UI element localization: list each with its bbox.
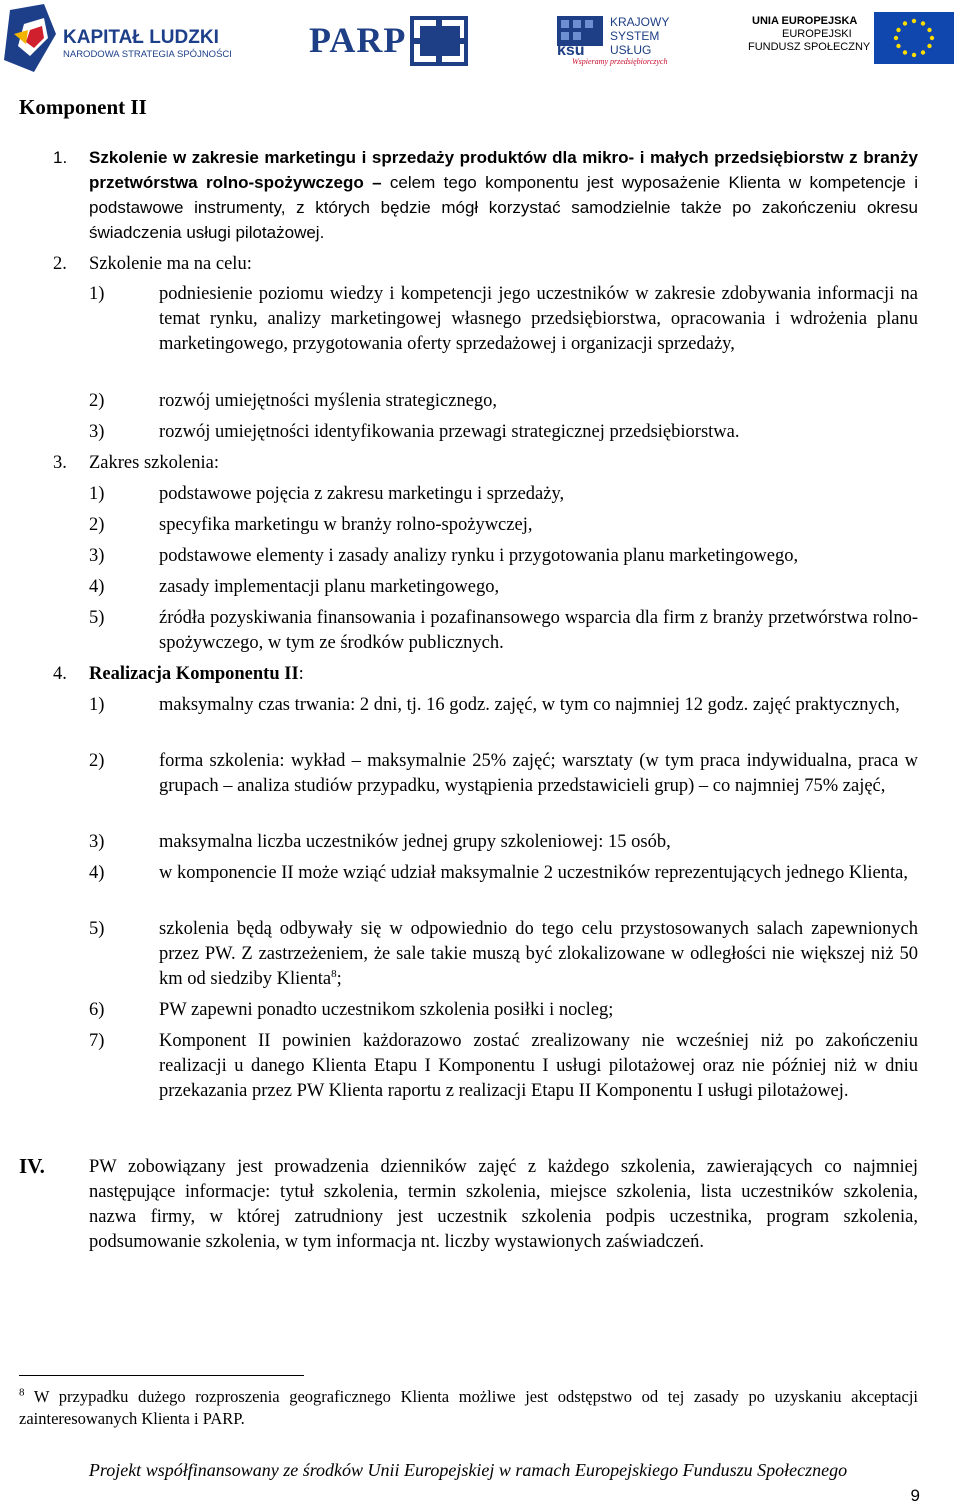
item-3-3-number: 3): [89, 546, 105, 566]
item-4-1-number: 1): [89, 695, 105, 715]
item-4-4-text: w komponencie II może wziąć udział maksymalnie 2 uczestników reprezentujących jednego Klienta,: [159, 863, 908, 883]
item-3-2-text: specyfika marketingu w branży rolno-spożywczej,: [159, 515, 533, 535]
item-2-2-text: rozwój umiejętności myślenia strategicznego,: [159, 391, 498, 411]
ksu-tagline: Wspieramy przedsiębiorczych: [572, 57, 668, 66]
item-3-text: Zakres szkolenia:: [89, 453, 219, 473]
parp-logo-text: PARP: [309, 20, 407, 60]
section-iv-number: IV.: [19, 1154, 45, 1178]
item-2-text: Szkolenie ma na celu:: [89, 254, 252, 274]
item-2-1-text: podniesienie poziomu wiedzy i kompetencji jego uczestników w zakresie zdobywania informacji na temat rynku, analizy marketingowej własnego przedsiębiorstwa, opracowania i wdrożenia planu marketingowego, przygotowania oferty sprzedażowej i organizacji sprzedaży,: [159, 284, 918, 354]
item-4-colon: :: [298, 664, 304, 684]
item-4-2-text: forma szkolenia: wykład – maksymalnie 25% zajęć; warsztaty (w tym praca indywidualna, praca w grupach – analiza studiów przypadku, wystąpienia przedstawicieli grup) – co najmniej 75% zajęć,: [159, 751, 918, 796]
eu-line3: FUNDUSZ SPOŁECZNY: [748, 41, 871, 53]
eu-line2: EUROPEJSKI: [782, 28, 852, 40]
section-title: Komponent II: [19, 95, 147, 119]
item-2-3-number: 3): [89, 422, 105, 442]
item-3-4-number: 4): [89, 577, 105, 597]
item-4-5-text: [159, 917, 918, 992]
item-1-rest: celem tego komponentu jest wyposażenie Klienta w kompetencje i podstawowe instrumenty, z których będzie mógł korzystać samodzielnie także po zakończeniu okresu świadczenia usługi pilotażowej.: [89, 173, 919, 242]
footnote-mark: 8: [19, 1386, 25, 1399]
parp-logo-icon: [410, 16, 468, 66]
item-1-number: 1.: [53, 148, 68, 167]
item-1-paragraph: [89, 145, 918, 245]
item-4-bold: Realizacja Komponentu II: [89, 664, 299, 684]
eu-line1: UNIA EUROPEJSKA: [752, 15, 858, 27]
footnote-separator: [19, 1375, 304, 1376]
item-3-5-text: źródła pozyskiwania finansowania i pozafinansowego wsparcia dla firm z branży przetwórstwa rolno-spożywczego, w tym ze środków publicznych.: [159, 608, 918, 653]
item-3-1-text: podstawowe pojęcia z zakresu marketingu i sprzedaży,: [159, 484, 565, 504]
item-2-2-number: 2): [89, 391, 105, 411]
item-4-7-text: Komponent II powinien każdorazowo zostać zrealizowany nie wcześniej niż po zakończeniu realizacji u danego Klienta Etapu I Komponentu I usługi pilotażowej oraz nie później niż w dniu przekazania przez PW Klienta raportu z realizacji Etapu II Komponentu I usługi pilotażowej.: [159, 1031, 918, 1101]
item-3-2-number: 2): [89, 515, 105, 535]
ksu-line1: KRAJOWY: [610, 15, 670, 29]
item-4-3-text: maksymalna liczba uczestników jednej grupy szkoleniowej: 15 osób,: [159, 832, 671, 852]
item-2-1-number: 1): [89, 284, 105, 304]
item-4-6-number: 6): [89, 1000, 105, 1020]
item-3-4-text: zasady implementacji planu marketingowego,: [159, 577, 500, 597]
footnote-ref[interactable]: 8: [331, 967, 337, 980]
item-4-6-text: PW zapewni ponadto uczestnikom szkolenia posiłki i nocleg;: [159, 1000, 614, 1020]
item-2-3-text: rozwój umiejętności identyfikowania przewagi strategicznej przedsiębiorstwa.: [159, 422, 740, 442]
item-4-3-number: 3): [89, 832, 105, 852]
ksu-abbr: ksu: [557, 42, 585, 59]
item-4-1-text: maksymalny czas trwania: 2 dni, tj. 16 godz. zajęć, w tym co najmniej 12 godz. zajęć praktycznych,: [159, 695, 900, 715]
item-3-1-number: 1): [89, 484, 105, 504]
kapital-ludzki-subtitle: NARODOWA STRATEGIA SPÓJNOŚCI: [63, 49, 232, 60]
eu-flag-icon: [874, 12, 954, 64]
kapital-ludzki-title: KAPITAŁ LUDZKI: [63, 27, 219, 48]
page-number: 9: [910, 1486, 920, 1505]
section-iv-text: PW zobowiązany jest prowadzenia dzienników zajęć z każdego szkolenia, zawierających co najmniej następujące informacje: tytuł szkolenia, termin szkolenia, miejsce szkolenia, lista uczestników szkolenia, nazwa firmy, w której zatrudniony jest uczestnik szkolenia podpis uczestnika, program szkolenia, podsumowanie szkolenia, w tym informacja nt. liczby wystawionych zaświadczeń.: [89, 1157, 918, 1252]
item-4-number: 4.: [53, 664, 67, 684]
item-4-2-number: 2): [89, 751, 105, 771]
kapital-ludzki-logo-icon: [4, 4, 60, 74]
item-3-3-text: podstawowe elementy i zasady analizy rynku i przygotowania planu marketingowego,: [159, 546, 799, 566]
ksu-line2: SYSTEM: [610, 29, 660, 43]
footnote: [19, 1386, 918, 1430]
page-footer: Projekt współfinansowany ze środków Unii Europejskiej w ramach Europejskiego Funduszu Społecznego: [88, 1460, 848, 1480]
item-4-5-number: 5): [89, 919, 105, 939]
header-logos: [0, 0, 960, 80]
item-4-5-end: ;: [336, 969, 342, 989]
footnote-text: W przypadku dużego rozproszenia geograficznego Klienta możliwe jest odstępstwo od tej zasady po uzyskaniu akceptacji zainteresowanych Klienta i PARP.: [19, 1387, 918, 1428]
item-4-5-body: szkolenia będą odbywały się w odpowiednio do tego celu przystosowanych salach zapewnionych przez PW. Z zastrzeżeniem, że sale takie muszą być zlokalizowane w odległości nie większej niż 50 km od siedziby Klienta: [159, 919, 918, 989]
item-4-heading: [89, 662, 918, 687]
item-3-number: 3.: [53, 453, 67, 473]
item-1-bold: Szkolenie w zakresie marketingu i sprzedaży produktów dla mikro- i małych przedsiębiorstw z branży przetwórstwa rolno-spożywczego –: [89, 148, 918, 192]
ksu-line3: USŁUG: [610, 43, 652, 57]
item-2-number: 2.: [53, 254, 67, 274]
item-4-7-number: 7): [89, 1031, 105, 1051]
item-4-4-number: 4): [89, 863, 105, 883]
item-3-5-number: 5): [89, 608, 105, 628]
